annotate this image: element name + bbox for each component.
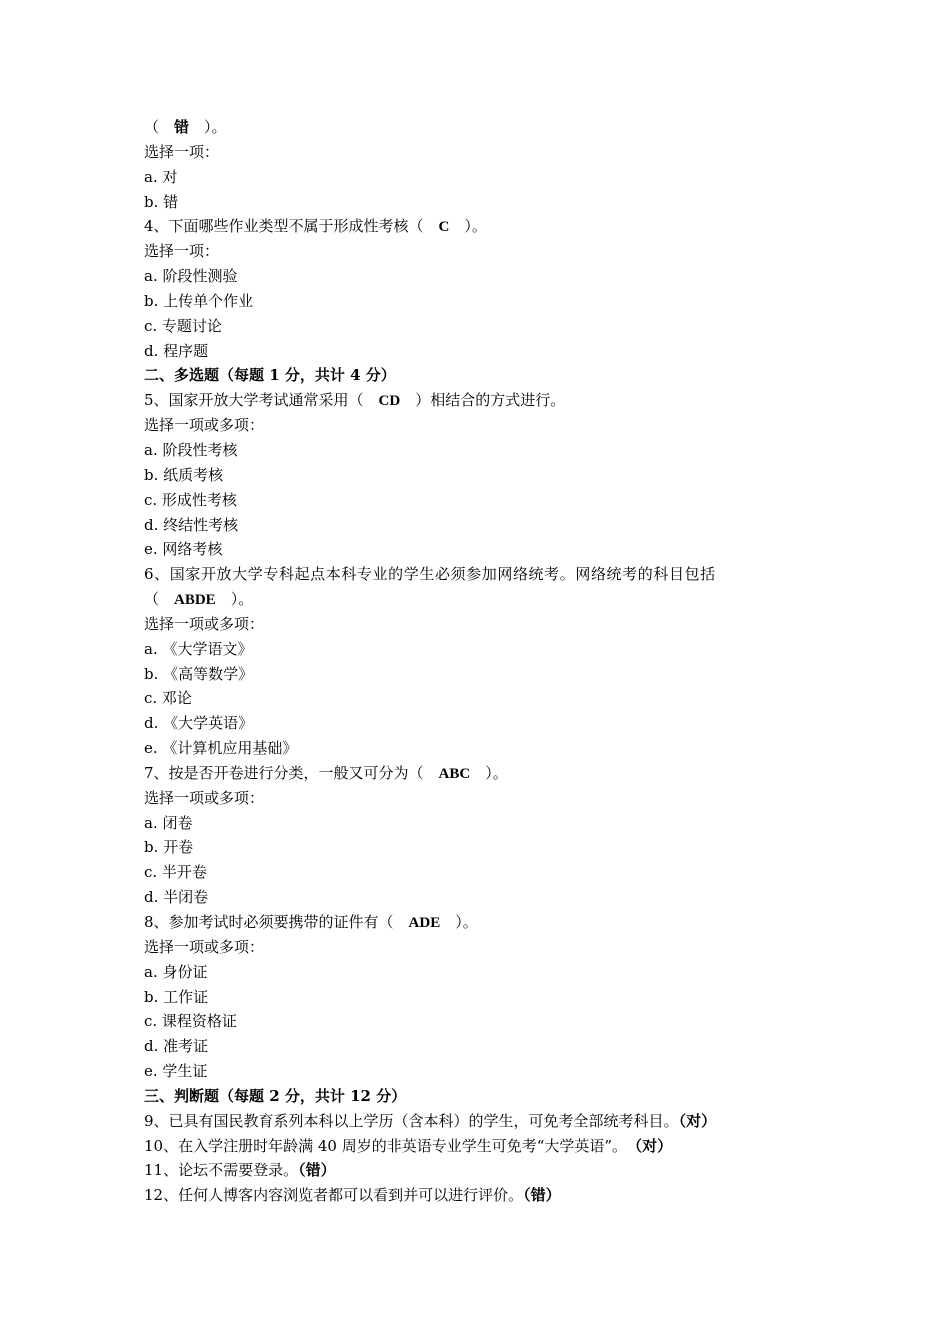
text-line xyxy=(144,811,824,836)
line-text: ）。 xyxy=(449,217,487,236)
line-text: c. 专题讨论 xyxy=(144,316,222,335)
text-line xyxy=(144,662,824,687)
line-text: 10、在入学注册时年龄满 40 周岁的非英语专业学生可免考“大学英语”。 xyxy=(144,1136,635,1155)
line-text: 选择一项： xyxy=(144,242,220,261)
text-line xyxy=(144,587,824,612)
text-line xyxy=(144,612,824,637)
line-text: 11、论坛不需要登录。 xyxy=(144,1161,299,1180)
line-text: ）相结合的方式进行。 xyxy=(400,391,566,410)
text-line xyxy=(144,1059,824,1084)
answer-text: （对） xyxy=(678,1113,717,1130)
line-text: 8、参加考试时必须要携带的证件有（ xyxy=(144,913,409,931)
text-line xyxy=(144,513,824,538)
text-line xyxy=(144,960,824,985)
line-text: e. 学生证 xyxy=(144,1062,208,1081)
line-text: 7、按是否开卷进行分类，一般又可分为（ xyxy=(144,763,439,782)
text-line xyxy=(144,935,824,960)
text-line xyxy=(144,761,824,786)
line-text: d. 程序题 xyxy=(144,341,209,360)
line-text: c. 形成性考核 xyxy=(144,490,237,509)
text-line xyxy=(144,115,824,140)
text-line xyxy=(144,985,824,1010)
answer-text: C xyxy=(438,219,450,236)
section-heading xyxy=(144,363,824,388)
text-line xyxy=(144,786,824,811)
text-line xyxy=(144,413,824,438)
text-line xyxy=(144,165,824,190)
line-text: 12、任何人博客内容浏览者都可以看到并可以进行评价。 xyxy=(144,1186,524,1205)
text-line xyxy=(144,438,824,463)
line-text: c. 邓论 xyxy=(144,689,192,708)
text-line xyxy=(144,289,824,314)
line-text: a. 闭卷 xyxy=(144,813,193,832)
text-line xyxy=(144,488,824,513)
line-text: 二、多选题（每题 1 分，共计 4 分） xyxy=(144,366,396,385)
answer-text: （错） xyxy=(298,1163,336,1180)
answer-text: 错 xyxy=(174,120,190,136)
answer-text: ABC xyxy=(438,765,471,782)
line-text: a. 身份证 xyxy=(144,962,208,981)
text-line xyxy=(144,388,824,413)
line-text: ）。 xyxy=(215,590,254,609)
line-text: a. 对 xyxy=(144,167,178,186)
line-text: c. 半开卷 xyxy=(144,863,207,882)
text-line xyxy=(144,1109,824,1134)
answer-text: CD xyxy=(378,393,401,410)
line-text: ）。 xyxy=(189,118,227,136)
line-text: b. 上传单个作业 xyxy=(144,291,254,310)
answer-text: （错） xyxy=(523,1188,561,1205)
text-line xyxy=(144,140,824,165)
text-line xyxy=(144,1134,824,1159)
line-text: a. 阶段性测验 xyxy=(144,267,238,286)
line-text: e. 《计算机应用基础》 xyxy=(144,739,298,758)
line-text: 9、已具有国民教育系列本科以上学历（含本科）的学生，可免考全部统考科目。 xyxy=(144,1111,679,1130)
text-line xyxy=(144,239,824,264)
line-text: ）。 xyxy=(440,913,478,931)
text-line xyxy=(144,314,824,339)
text-line xyxy=(144,1009,824,1034)
answer-text: ADE xyxy=(408,915,441,931)
text-line xyxy=(144,1158,824,1183)
text-line xyxy=(144,264,824,289)
text-line xyxy=(144,736,824,761)
line-text: d. 《大学英语》 xyxy=(144,714,254,733)
text-line xyxy=(144,562,824,587)
line-text: ）。 xyxy=(470,763,508,782)
line-text: c. 课程资格证 xyxy=(144,1012,237,1031)
line-text: 选择一项或多项： xyxy=(144,614,265,633)
line-text: d. 准考证 xyxy=(144,1037,209,1056)
text-line xyxy=(144,1034,824,1059)
line-text: d. 半闭卷 xyxy=(144,888,209,907)
line-text: 选择一项： xyxy=(144,142,220,161)
line-text: a. 《大学语文》 xyxy=(144,639,253,658)
answer-text: （对） xyxy=(634,1138,673,1155)
line-text: 4、下面哪些作业类型不属于形成性考核（ xyxy=(144,217,439,236)
line-text: 三、判断题（每题 2 分，共计 12 分） xyxy=(144,1086,407,1105)
line-text: 选择一项或多项： xyxy=(144,788,265,807)
text-line xyxy=(144,711,824,736)
text-line xyxy=(144,885,824,910)
line-text: 6、国家开放大学专科起点本科专业的学生必须参加网络统考。网络统考的科目包括 xyxy=(144,565,716,584)
line-text: 选择一项或多项： xyxy=(144,416,265,435)
text-line xyxy=(144,339,824,364)
line-text: b. 工作证 xyxy=(144,987,209,1006)
text-line xyxy=(144,910,824,935)
text-line xyxy=(144,835,824,860)
document-body xyxy=(144,115,824,1208)
text-line xyxy=(144,1183,824,1208)
line-text: （ xyxy=(144,118,175,136)
line-text: b. 错 xyxy=(144,192,179,211)
line-text: 选择一项或多项： xyxy=(144,937,265,956)
line-text: b. 纸质考核 xyxy=(144,465,224,484)
text-line xyxy=(144,463,824,488)
text-line xyxy=(144,214,824,239)
line-text: b. 《高等数学》 xyxy=(144,664,254,683)
text-line xyxy=(144,537,824,562)
text-line xyxy=(144,860,824,885)
line-text: e. 网络考核 xyxy=(144,540,223,559)
line-text: b. 开卷 xyxy=(144,838,194,857)
line-text: a. 阶段性考核 xyxy=(144,440,238,459)
section-heading xyxy=(144,1084,824,1109)
line-text: 5、国家开放大学考试通常采用（ xyxy=(144,391,379,410)
text-line xyxy=(144,686,824,711)
line-text: d. 终结性考核 xyxy=(144,515,239,534)
answer-text: ABDE xyxy=(174,592,216,609)
line-text: （ xyxy=(144,590,175,609)
text-line xyxy=(144,190,824,215)
text-line xyxy=(144,637,824,662)
